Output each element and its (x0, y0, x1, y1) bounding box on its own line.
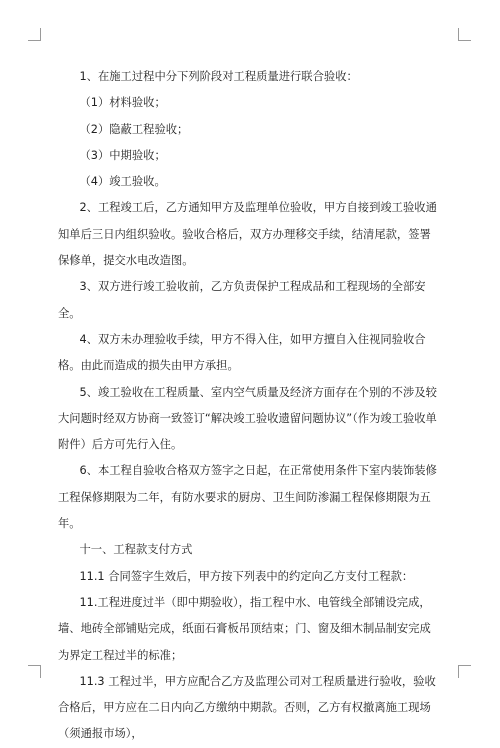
paragraph-warranty: 6、本工程自验收合格双方签字之日起，在正常使用条件下室内装饰装修工程保修期限为二年，有防水要求的厨房、卫生间防渗漏工程保修期限为五年。 (58, 464, 437, 531)
paragraph-remaining-issues: 5、竣工验收在工程质量、室内空气质量及经济方面存在个别的不涉及较大问题时经双方协商一致签订“解决竣工验收遗留问题协议”（作为竣工验收单附件）后方可先行入住。 (58, 385, 437, 452)
paragraph-11-1: 11.1 合同签字生效后，甲方按下列表中的约定向乙方支付工程款： (79, 569, 414, 583)
document-body (58, 64, 440, 748)
crop-mark-top-left (28, 28, 41, 41)
paragraph-stage-1: （1）材料验收； (79, 96, 166, 110)
paragraph-completion-acceptance: 2、工程竣工后，乙方通知甲方及监理单位验收，甲方自接到竣工验收通知单后三日内组织验收。验收合格后，双方办理移交手续，结清尾款，签署保修单，提交水电改造图。 (58, 201, 437, 268)
section-heading-payment: 十一、工程款支付方式 (79, 543, 193, 557)
paragraph-stage-4: （4）竣工验收。 (79, 175, 166, 189)
paragraph-11-2: 11.工程进度过半（即中期验收），指工程中水、电管线全部铺设完成，墙、地砖全部铺贴完成，纸面石膏板吊顶结束；门、窗及细木制品制安完成为界定工程过半的标准； (58, 595, 431, 662)
crop-mark-bottom-right (458, 665, 471, 678)
paragraph-11-3: 11.3 工程过半，甲方应配合乙方及监理公司对工程质量进行验收，验收合格后，甲方应在二日内向乙方缴纳中期款。否则，乙方有权撤离施工现场（须通报市场）， (58, 674, 436, 741)
crop-mark-top-right (458, 28, 471, 41)
paragraph-site-protection: 3、双方进行竣工验收前，乙方负责保护工程成品和工程现场的全部安全。 (58, 280, 426, 320)
paragraph-stage-2: （2）隐蔽工程验收； (79, 122, 189, 136)
paragraph-move-in: 4、双方未办理验收手续，甲方不得入住，如甲方擅自入住视同验收合格。由此而造成的损失由甲方承担。 (58, 332, 426, 373)
crop-mark-bottom-left (28, 665, 41, 678)
paragraph-stage-3: （3）中期验收； (79, 148, 166, 162)
paragraph-acceptance-stages: 1、在施工过程中分下列阶段对工程质量进行联合验收： (79, 70, 358, 83)
